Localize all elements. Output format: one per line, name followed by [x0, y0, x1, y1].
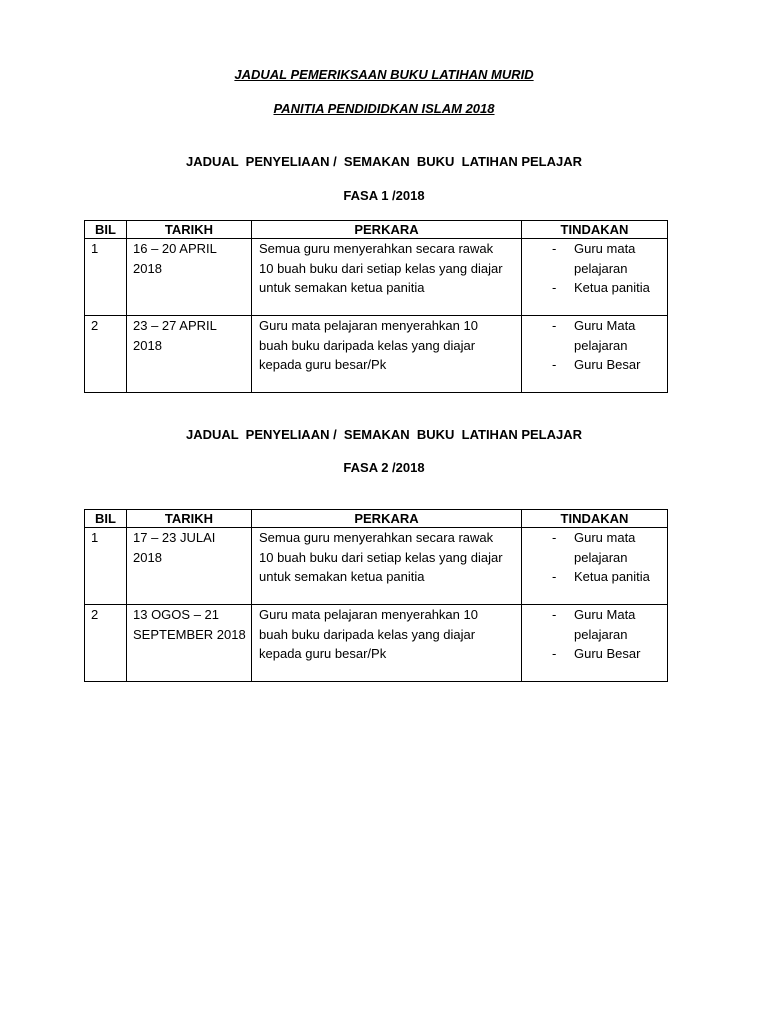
- perkara-line: kepada guru besar/Pk: [259, 357, 387, 372]
- perkara-line: buah buku daripada kelas yang diajar: [259, 626, 476, 642]
- section-1-title: JADUAL PENYELIAAN / SEMAKAN BUKU LATIHAN PELAJAR: [185, 154, 583, 169]
- dash-bullet: -: [552, 530, 557, 545]
- perkara-line: kepada guru besar/Pk: [259, 646, 387, 661]
- action-item: [552, 278, 667, 298]
- table-row: [85, 239, 668, 316]
- cell-bil: 1: [85, 528, 127, 605]
- cell-perkara: [252, 239, 522, 316]
- action-item: [552, 528, 667, 567]
- tarikh-line: 16 – 20 APRIL: [133, 241, 217, 256]
- header-tarikh: TARIKH: [127, 221, 252, 239]
- tarikh-line: 2018: [133, 337, 162, 353]
- perkara-line: untuk semakan ketua panitia: [259, 280, 425, 295]
- dash-bullet: -: [552, 569, 557, 584]
- cell-tindakan: [522, 239, 668, 316]
- action-line: pelajaran: [574, 549, 628, 565]
- action-line: Guru Besar: [574, 646, 641, 661]
- cell-bil: 2: [85, 605, 127, 682]
- header-perkara: PERKARA: [252, 510, 522, 528]
- action-list: [552, 239, 667, 298]
- action-list: [552, 316, 667, 375]
- action-line: Ketua panitia: [574, 280, 650, 295]
- cell-bil: 1: [85, 239, 127, 316]
- action-line: pelajaran: [574, 626, 628, 642]
- perkara-line: 10 buah buku dari setiap kelas yang diajar: [259, 260, 503, 276]
- document-subtitle: PANITIA PENDIDIDKAN ISLAM 2018: [273, 101, 495, 116]
- tarikh-line: 13 OGOS – 21: [133, 607, 219, 622]
- action-item: [552, 316, 667, 355]
- header-tindakan: TINDAKAN: [522, 221, 668, 239]
- header-bil: BIL: [85, 510, 127, 528]
- action-item: [552, 644, 667, 664]
- tarikh-line: 2018: [133, 549, 162, 565]
- schedule-table-phase-1: [84, 220, 668, 393]
- cell-tindakan: [522, 316, 668, 393]
- action-item: [552, 605, 667, 644]
- dash-bullet: -: [552, 241, 557, 256]
- header-bil: BIL: [85, 221, 127, 239]
- cell-tarikh: [127, 605, 252, 682]
- cell-bil: 2: [85, 316, 127, 393]
- dash-bullet: -: [552, 646, 557, 661]
- section-2-phase: FASA 2 /2018: [343, 460, 425, 475]
- table-row: [85, 605, 668, 682]
- action-item: [552, 355, 667, 375]
- perkara-line: Semua guru menyerahkan secara rawak: [259, 241, 494, 256]
- header-perkara: PERKARA: [252, 221, 522, 239]
- section-2-title: JADUAL PENYELIAAN / SEMAKAN BUKU LATIHAN PELAJAR: [185, 427, 583, 442]
- cell-perkara: [252, 528, 522, 605]
- action-list: [552, 528, 667, 587]
- perkara-line: Guru mata pelajaran menyerahkan 10: [259, 607, 478, 622]
- cell-perkara: [252, 605, 522, 682]
- tarikh-line: 17 – 23 JULAI: [133, 530, 216, 545]
- action-line: Guru mata: [574, 241, 636, 256]
- action-line: Guru Mata: [574, 607, 636, 622]
- cell-tarikh: [127, 528, 252, 605]
- cell-perkara: [252, 316, 522, 393]
- dash-bullet: -: [552, 318, 557, 333]
- perkara-line: 10 buah buku dari setiap kelas yang diajar: [259, 549, 503, 565]
- tarikh-line: 2018: [133, 260, 162, 276]
- cell-tarikh: [127, 316, 252, 393]
- header-tindakan: TINDAKAN: [522, 510, 668, 528]
- cell-tindakan: [522, 528, 668, 605]
- action-list: [552, 605, 667, 664]
- perkara-line: buah buku daripada kelas yang diajar: [259, 337, 476, 353]
- action-item: [552, 239, 667, 278]
- tarikh-line: 23 – 27 APRIL: [133, 318, 217, 333]
- table-row: [85, 528, 668, 605]
- perkara-line: Semua guru menyerahkan secara rawak: [259, 530, 494, 545]
- action-line: Guru mata: [574, 530, 636, 545]
- action-line: Guru Mata: [574, 318, 636, 333]
- document-title: JADUAL PEMERIKSAAN BUKU LATIHAN MURID: [234, 67, 534, 82]
- tarikh-line: SEPTEMBER 2018: [133, 626, 246, 642]
- dash-bullet: -: [552, 607, 557, 622]
- dash-bullet: -: [552, 357, 557, 372]
- action-line: Guru Besar: [574, 357, 641, 372]
- cell-tindakan: [522, 605, 668, 682]
- table-header-row: [85, 221, 668, 239]
- action-line: Ketua panitia: [574, 569, 650, 584]
- action-line: pelajaran: [574, 260, 628, 276]
- header-tarikh: TARIKH: [127, 510, 252, 528]
- action-item: [552, 567, 667, 587]
- dash-bullet: -: [552, 280, 557, 295]
- table-header-row: [85, 510, 668, 528]
- schedule-table-phase-2: [84, 509, 668, 682]
- section-1-phase: FASA 1 /2018: [343, 188, 425, 203]
- perkara-line: untuk semakan ketua panitia: [259, 569, 425, 584]
- action-line: pelajaran: [574, 337, 628, 353]
- perkara-line: Guru mata pelajaran menyerahkan 10: [259, 318, 478, 333]
- table-row: [85, 316, 668, 393]
- cell-tarikh: [127, 239, 252, 316]
